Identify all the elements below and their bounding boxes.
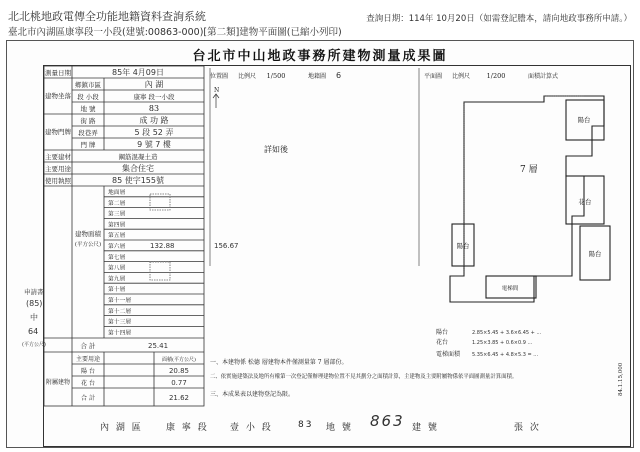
floor-label: 第七層 [108, 254, 126, 261]
lane-value: 5 段 52 弄 [134, 128, 174, 137]
margin-note: 申請書 [24, 288, 44, 296]
calc-formula: 1.25×3.85 + 0.6×0.9 ... [472, 340, 533, 346]
floor-plan-scale-value: 1/200 [486, 72, 506, 80]
balcony-marker: 陽台 [456, 242, 470, 250]
footer-section: 康 寧 段 [166, 423, 209, 433]
survey-document [6, 40, 634, 448]
seal-stamp [150, 262, 170, 280]
floor-total-value: 25.41 [148, 342, 169, 350]
area-unit: (平方公尺) [74, 242, 102, 248]
license-label: 使用執照 [45, 177, 71, 185]
use-value: 集合住宅 [122, 164, 154, 173]
legend-flower: 花台 [436, 339, 449, 346]
seventh-floor-value: 132.88 [150, 242, 175, 250]
legend-calc: 電梯面積 [436, 351, 461, 358]
floor-label: 第十三層 [108, 319, 132, 326]
survey-date-value: 85年 4月09日 [112, 68, 164, 77]
structure-label: 主要建材 [45, 153, 71, 161]
annex-total-label: 合 計 [81, 395, 95, 402]
floor-plan-scale-label: 比例尺 [452, 73, 471, 80]
flower-value: 0.77 [171, 379, 187, 387]
floor-label: 第十四層 [108, 330, 132, 337]
side-mark: 84.1.15,000 [618, 362, 624, 396]
lane-label: 段巷弄 [78, 129, 98, 137]
footer-lot: 83 [298, 420, 314, 430]
annex-total-value: 21.62 [168, 394, 190, 402]
annex-area-label: 面積(平方公尺) [162, 357, 196, 363]
section-label: 段 小段 [77, 93, 99, 101]
survey-date-label: 測量日期 [45, 69, 71, 77]
footer-district: 內 湖 區 [100, 423, 143, 433]
north-label: N [214, 87, 220, 94]
note-line: 一、本建物係 松德 層建物本件僅測量第 7 層部份。 [210, 359, 348, 366]
footer-sheet-label: 張 次 [514, 423, 541, 433]
balcony-label: 陽 台 [81, 368, 95, 375]
annex-use-label: 主要用途 [75, 356, 101, 363]
margin-note: 中 [30, 313, 38, 322]
floor-label: 第十二層 [108, 308, 132, 315]
page-header [0, 0, 640, 40]
common-area-marker: 電梯間 [501, 286, 519, 292]
location-scale-value: 1/500 [266, 72, 286, 80]
footer-subsection: 壹 小 段 [230, 423, 273, 433]
plot-value: 6 [336, 71, 342, 80]
location-label: 建物坐落 [45, 92, 71, 100]
record-subtitle: 臺北市內湖區康寧段一小段(建號:00863-000)[第二類]建物平面圖(已縮小列印) [8, 27, 342, 38]
lot-label: 地 號 [80, 105, 96, 113]
building-number-label: 建物門牌 [45, 128, 71, 136]
area-label: 建物面積 [75, 230, 101, 238]
query-date: 查詢日期：114年 10月20日（如需登記謄本，請向地政事務所申請。） [366, 14, 632, 24]
floor-plan-label: 平面圖 [424, 73, 443, 80]
street-value: 成 功 路 [139, 116, 169, 125]
floor-label: 第六層 [108, 244, 126, 250]
floor-label: 第九層 [108, 276, 126, 283]
structure-value: 鋼筋混凝土造 [118, 153, 158, 161]
floor-label: 第三層 [108, 211, 126, 218]
north-arrow-icon [213, 94, 219, 108]
calc-formula: 2.85×5.45 + 3.6×6.45 + ... [472, 330, 542, 336]
area-calc-label: 面積計算式 [528, 73, 559, 80]
use-label: 主要用途 [45, 165, 71, 173]
balcony-marker: 陽台 [577, 116, 591, 124]
document-title: 台北市中山地政事務所建物測量成果圖 [192, 49, 448, 64]
margin-note: (85) [26, 299, 43, 308]
footer-bar [44, 406, 628, 444]
floor-label: 第十層 [108, 287, 126, 294]
floor-label: 地面層 [108, 190, 126, 196]
floor-label: 第十一層 [108, 298, 132, 304]
balcony-marker: 陽台 [588, 250, 602, 258]
footer-lot-label: 地 號 [326, 423, 353, 433]
district-label: 鄉鎮市區 [75, 81, 101, 89]
margin-note: (平方公尺) [22, 342, 46, 348]
flower-marker: 花台 [578, 198, 592, 206]
seventh-floor-note: 156.67 [214, 242, 239, 250]
floor-label: 第五層 [108, 233, 126, 240]
number-label: 門 牌 [80, 141, 96, 149]
annex-label: 附屬建物 [45, 379, 71, 386]
document-frame [22, 65, 631, 447]
district-value: 內 湖 [144, 80, 164, 89]
floor-label: 第八層 [108, 265, 126, 272]
calc-formula: 5.35×6.45 + 4.8×5.3 = ... [472, 352, 539, 358]
legend-balcony: 陽台 [436, 329, 449, 336]
footer-building-label: 建 號 [412, 423, 439, 433]
footer-building-number: 863 [370, 412, 405, 430]
location-scale-label: 比例尺 [238, 73, 257, 80]
lot-value: 83 [148, 104, 160, 113]
floor-label: 第二層 [108, 200, 126, 207]
note-line: 三、本成果表以建物登記為限。 [210, 391, 295, 398]
number-value: 9 號 7 樓 [137, 140, 171, 149]
floor-label-text: 7 層 [520, 165, 538, 175]
location-note: 詳如後 [264, 145, 288, 154]
flower-label: 花 台 [81, 380, 95, 387]
note-line: 二、依實施建築法及地所有權第一次登記僅辦理建物位置不見其劃分之面積計算，主建物及主要附屬物係依平面圖測量計算面積。 [210, 374, 518, 380]
plot-label: 地籍圖 [308, 73, 327, 80]
floor-label: 第四層 [108, 222, 126, 229]
section-value: 康寧 段一小段 [133, 93, 175, 101]
survey-sheet [22, 66, 628, 406]
license-value: 85 使字155號 [112, 176, 164, 185]
total-label: 合 計 [80, 342, 96, 350]
system-title: 北北桃地政電傳全功能地籍資料查詢系統 [8, 10, 206, 23]
street-label: 街 路 [80, 117, 96, 125]
location-map-label: 位置圖 [210, 73, 229, 80]
floor-list [108, 188, 131, 336]
balcony-value: 20.85 [168, 367, 190, 375]
margin-note: 64 [28, 327, 39, 336]
